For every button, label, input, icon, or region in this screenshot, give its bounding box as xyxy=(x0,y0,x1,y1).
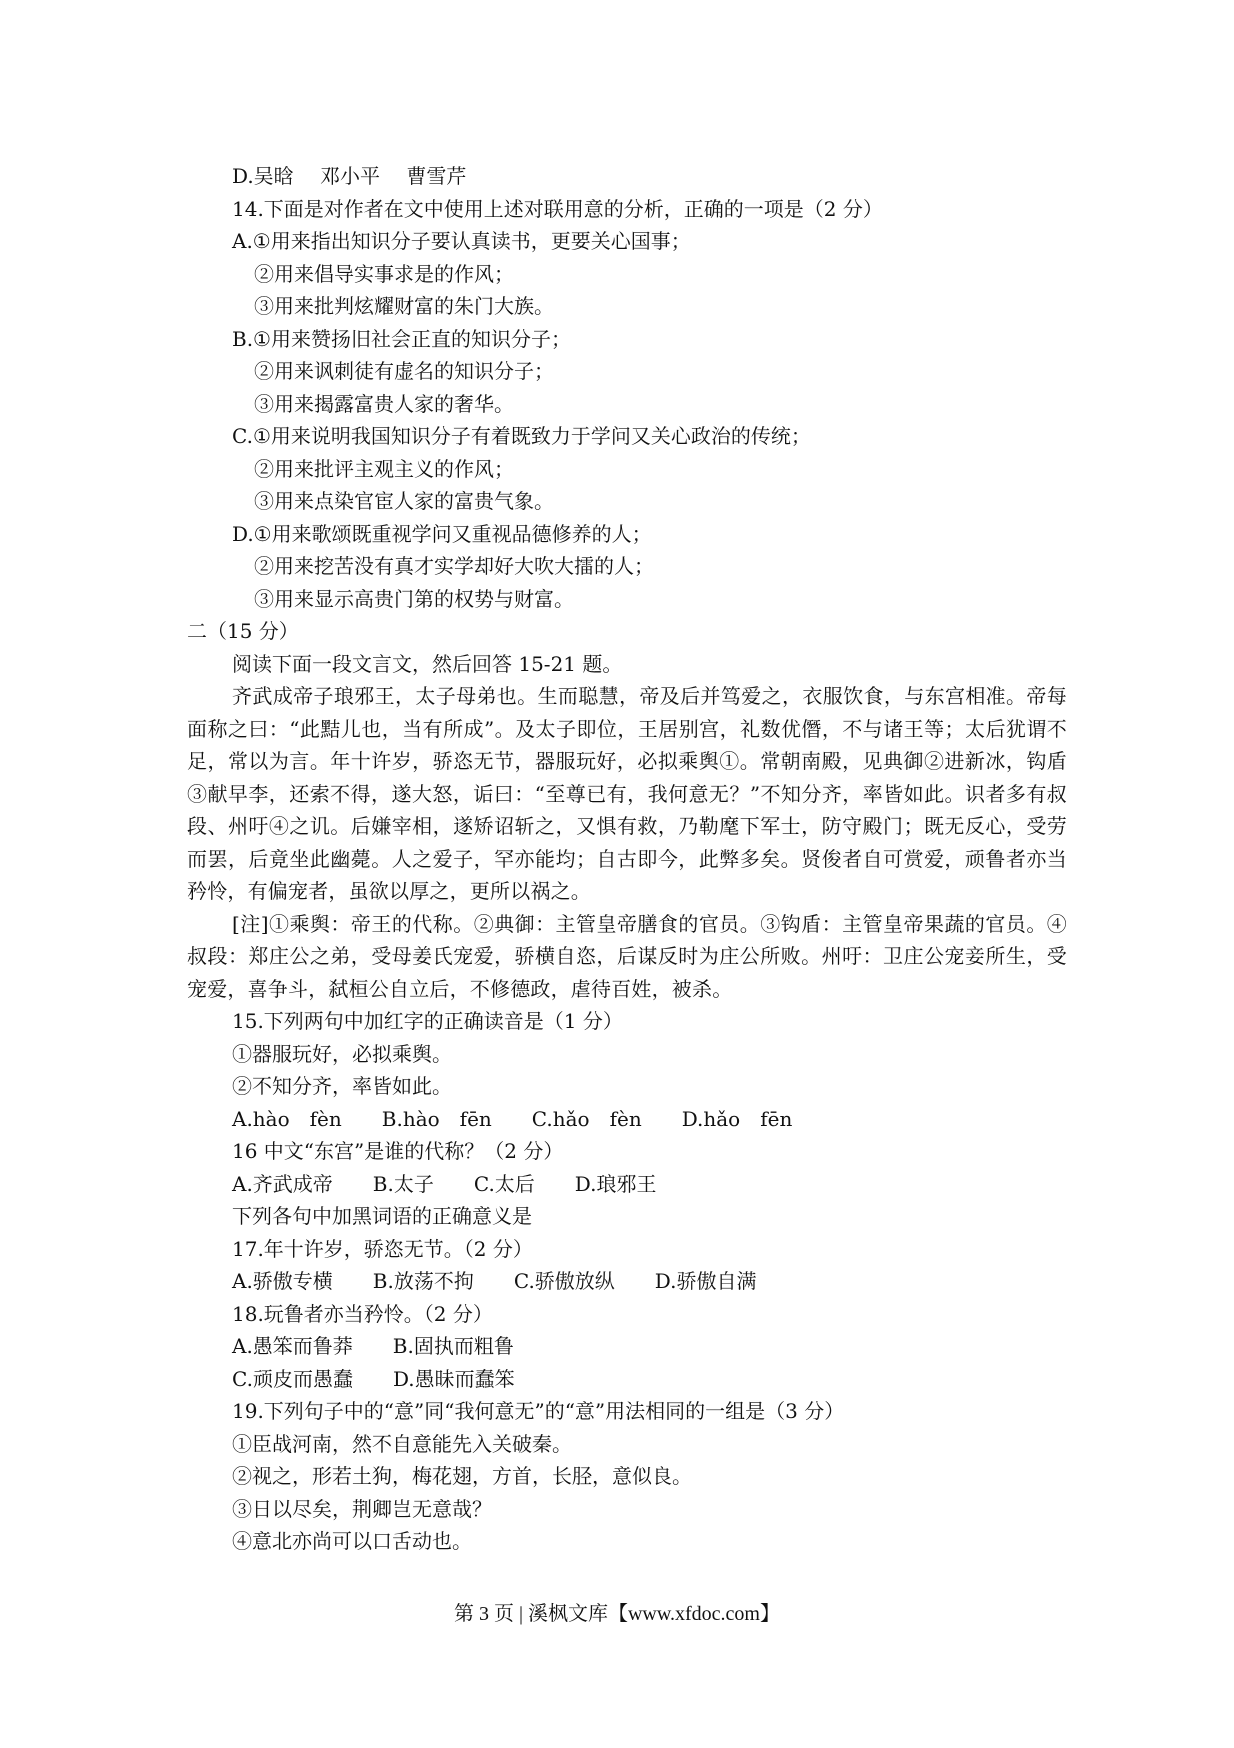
text-line: A.齐武成帝 B.太子 C.太后 D.琅邪王 xyxy=(232,1171,657,1196)
text-line: ②视之，形若土狗，梅花翅，方首，长胫，意似良。 xyxy=(232,1464,692,1488)
passage-notes: [注]①乘舆：帝王的代称。②典御：主管皇帝膳食的官员。③钩盾：主管皇帝果蔬的官员。④叔段：郑庄公之弟，受母姜氏宠爱，骄横自恣，后谋反时为庄公所败。州吁：卫庄公宠妾所生，受宠爱，喜争斗，弑桓公自立后，不修德政，虐待百姓，被杀。 xyxy=(187,911,1067,1001)
questions-15-19 xyxy=(187,1005,1067,1558)
text-line: 二（15 分） xyxy=(187,619,299,643)
text-line: ②不知分齐，率皆如此。 xyxy=(232,1074,452,1098)
text-line: ②用来挖苦没有真才实学却好大吹大擂的人； xyxy=(254,554,654,578)
text-line: ①臣战河南，然不自意能先入关破秦。 xyxy=(232,1431,572,1456)
text-line: ③用来显示高贵门第的权势与财富。 xyxy=(254,586,574,611)
text-line: ③用来点染官宦人家的富贵气象。 xyxy=(254,489,554,513)
text-line: 14.下面是对作者在文中使用上述对联用意的分析，正确的一项是（2 分） xyxy=(232,196,883,221)
text-line: ①器服玩好，必拟乘舆。 xyxy=(232,1041,452,1066)
text-line: ②用来批评主观主义的作风； xyxy=(254,456,514,481)
text-line: ③用来揭露富贵人家的奢华。 xyxy=(254,391,514,416)
text-line: C.顽皮而愚蠢 D.愚昧而蠢笨 xyxy=(232,1366,515,1391)
text-line: 下列各句中加黑词语的正确意义是 xyxy=(232,1204,532,1228)
classical-passage: 齐武成帝子琅邪王，太子母弟也。生而聪慧，帝及后并笃爱之，衣服饮食，与东宫相准。帝每面称之曰：“此黠儿也，当有所成”。及太子即位，王居别宫，礼数优僭，不与诸王等；太后犹谓不足，常以为言。年十许岁，骄恣无节，器服玩好，必拟乘舆①。常朝南殿，见典御②进新冰，钩盾③献早李，还索不得，遂大怒，诟曰：“至尊已有，我何意无？”不知分齐，率皆如此。识者多有叔段、州吁④之讥。后嫌宰相，遂矫诏斩之，又惧有救，乃勒麾下军士，防守殿门；既无反心，受劳而罢，后竟坐此幽薨。人之爱子，罕亦能均；自古即今，此弊多矣。贤俊者自可赏爱，顽鲁者亦当矜怜，有偏宠者，虽欲以厚之，更所以祸之。 xyxy=(187,684,1067,903)
text-line: 17.年十许岁，骄恣无节。（2 分） xyxy=(232,1236,533,1261)
text-line: A.hào fèn B.hào fēn C.hǎo fèn D.hǎo fēn xyxy=(232,1106,793,1131)
text-line: C.①用来说明我国知识分子有着既致力于学问又关心政治的传统； xyxy=(232,424,811,448)
text-line: 16 中文“东宫”是谁的代称？（2 分） xyxy=(232,1139,564,1163)
text-line: ③用来批判炫耀财富的朱门大族。 xyxy=(254,294,554,318)
text-line: 19.下列句子中的“意”同“我何意无”的“意”用法相同的一组是（3 分） xyxy=(232,1399,845,1423)
text-line: D.吴晗 邓小平 曹雪芹 xyxy=(232,164,467,188)
text-line: D.①用来歌颂既重视学问又重视品德修养的人； xyxy=(232,521,652,546)
text-line: A.愚笨而鲁莽 B.固执而粗鲁 xyxy=(232,1334,514,1358)
page-footer: 第 3 页 | 溪枫文库【www.xfdoc.com】 xyxy=(453,1603,780,1625)
questions-13-14 xyxy=(187,160,1067,680)
text-line: B.①用来赞扬旧社会正直的知识分子； xyxy=(232,326,571,351)
text-line: ②用来讽刺徒有虚名的知识分子； xyxy=(254,359,554,383)
page-content xyxy=(187,160,1067,1558)
text-line: A.①用来指出知识分子要认真读书，更要关心国事； xyxy=(232,229,691,253)
text-line: A.骄傲专横 B.放荡不拘 C.骄傲放纵 D.骄傲自满 xyxy=(232,1269,757,1293)
text-line: 15.下列两句中加红字的正确读音是（1 分） xyxy=(232,1009,623,1033)
text-line: ④意北亦尚可以口舌动也。 xyxy=(232,1529,472,1553)
text-line: ③日以尽矣，荆卿岂无意哉？ xyxy=(232,1496,492,1521)
text-line: 阅读下面一段文言文，然后回答 15-21 题。 xyxy=(232,651,623,676)
text-line: 18.玩鲁者亦当矜怜。（2 分） xyxy=(232,1301,493,1326)
text-line: ②用来倡导实事求是的作风； xyxy=(254,261,514,286)
